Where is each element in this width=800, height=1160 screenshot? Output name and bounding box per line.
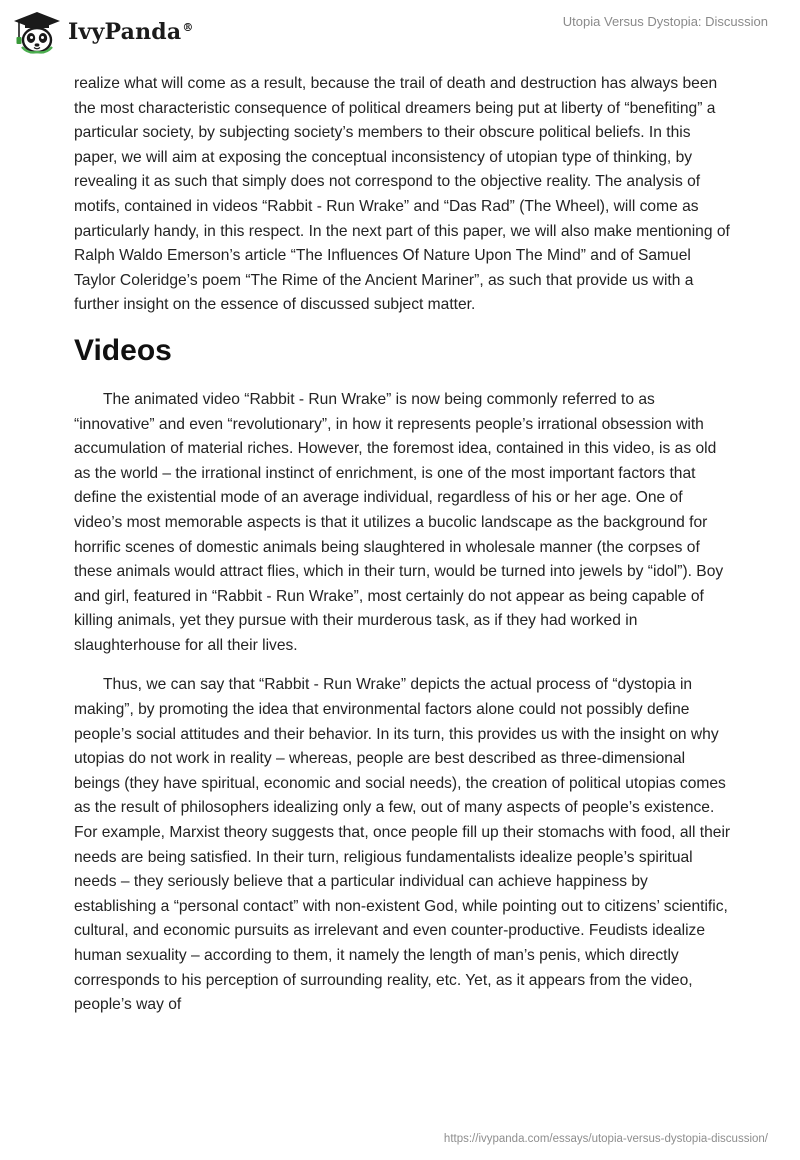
logo-wordmark: IvyPanda® (68, 19, 194, 45)
paragraph-intro-continued: realize what will come as a result, because the trail of death and destruction has always been the most characteristic consequence of political dreamers being put at liberty of “benefiting” a particular society, by subjecting society’s members to their obscure political beliefs. In this paper, we will aim at exposing the conceptual inconsistency of utopian type of thinking, by revealing it as such that simply does not correspond to the objective reality. The analysis of motifs, contained in videos “Rabbit - Run Wrake” and “Das Rad” (The Wheel), will come as particularly handy, in this respect. In the next part of this paper, we will also make mentioning of Ralph Waldo Emerson’s article “The Influences Of Nature Upon The Mind” and of Samuel Taylor Coleridge’s poem “The Rime of the Ancient Mariner”, as such that provide us with a further insight on the essence of discussed subject matter. (74, 75, 730, 314)
document-title: Utopia Versus Dystopia: Discussion (562, 14, 768, 29)
page-header (0, 0, 800, 66)
panda-graduation-icon (12, 10, 62, 54)
ivypanda-logo[interactable] (12, 10, 194, 54)
section-heading-videos: Videos (74, 333, 172, 367)
essay-body (74, 72, 734, 1033)
paragraph-dystopia-in-making: Thus, we can say that “Rabbit - Run Wrake” depicts the actual process of “dystopia in making”, by promoting the idea that environmental factors alone could not possibly define people’s social attitudes and their behavior. In its turn, this provides us with the insight on why utopias do not work in reality – whereas, people are best described as three-dimensional beings (they have spiritual, economic and social needs), the creation of political utopias comes as the result of philosophers idealizing only a few, out of many aspects of people’s existence. For example, Marxist theory suggests that, once people fill up their stomachs with food, all their needs are being satisfied. In their turn, religious fundamentalists idealize people’s spiritual needs – they seriously believe that a particular individual can achieve happiness by establishing a “personal contact” with non-existent God, while pointing out to citizens’ scientific, cultural, and economic pursuits as irrelevant and even counter-productive. Feudists idealize human sexuality – according to them, it namely the length of man’s penis, which directly corresponds to his perception of surrounding reality, etc. Yet, as it appears from the video, people’s way of (74, 676, 731, 1014)
source-url-link[interactable]: https://ivypanda.com/essays/utopia-versus-dystopia-discussion/ (443, 1133, 768, 1145)
registered-mark: ® (182, 20, 194, 34)
paragraph-rabbit-video: The animated video “Rabbit - Run Wrake” is now being commonly referred to as “innovative” and even “revolutionary”, in how it represents people’s irrational obsession with accumulation of material riches. However, the foremost idea, contained in this video, is as old as the world – the irrational instinct of enrichment, is one of the most important factors that define the existential mode of an average individual, regardless of his or her age. One of video’s most memorable aspects is that it utilizes a bucolic landscape as the background for horrific scenes of domestic animals being slaughtered in wholesale manner (the corpses of these animals would attract flies, which in their turn, would be turned into jewels by “idol”). Boy and girl, featured in “Rabbit - Run Wrake”, most certainly do not appear as being capable of killing animals, yet they pursue with their murderous task, as if they had worked in slaughterhouse for all their lives. (74, 390, 724, 654)
